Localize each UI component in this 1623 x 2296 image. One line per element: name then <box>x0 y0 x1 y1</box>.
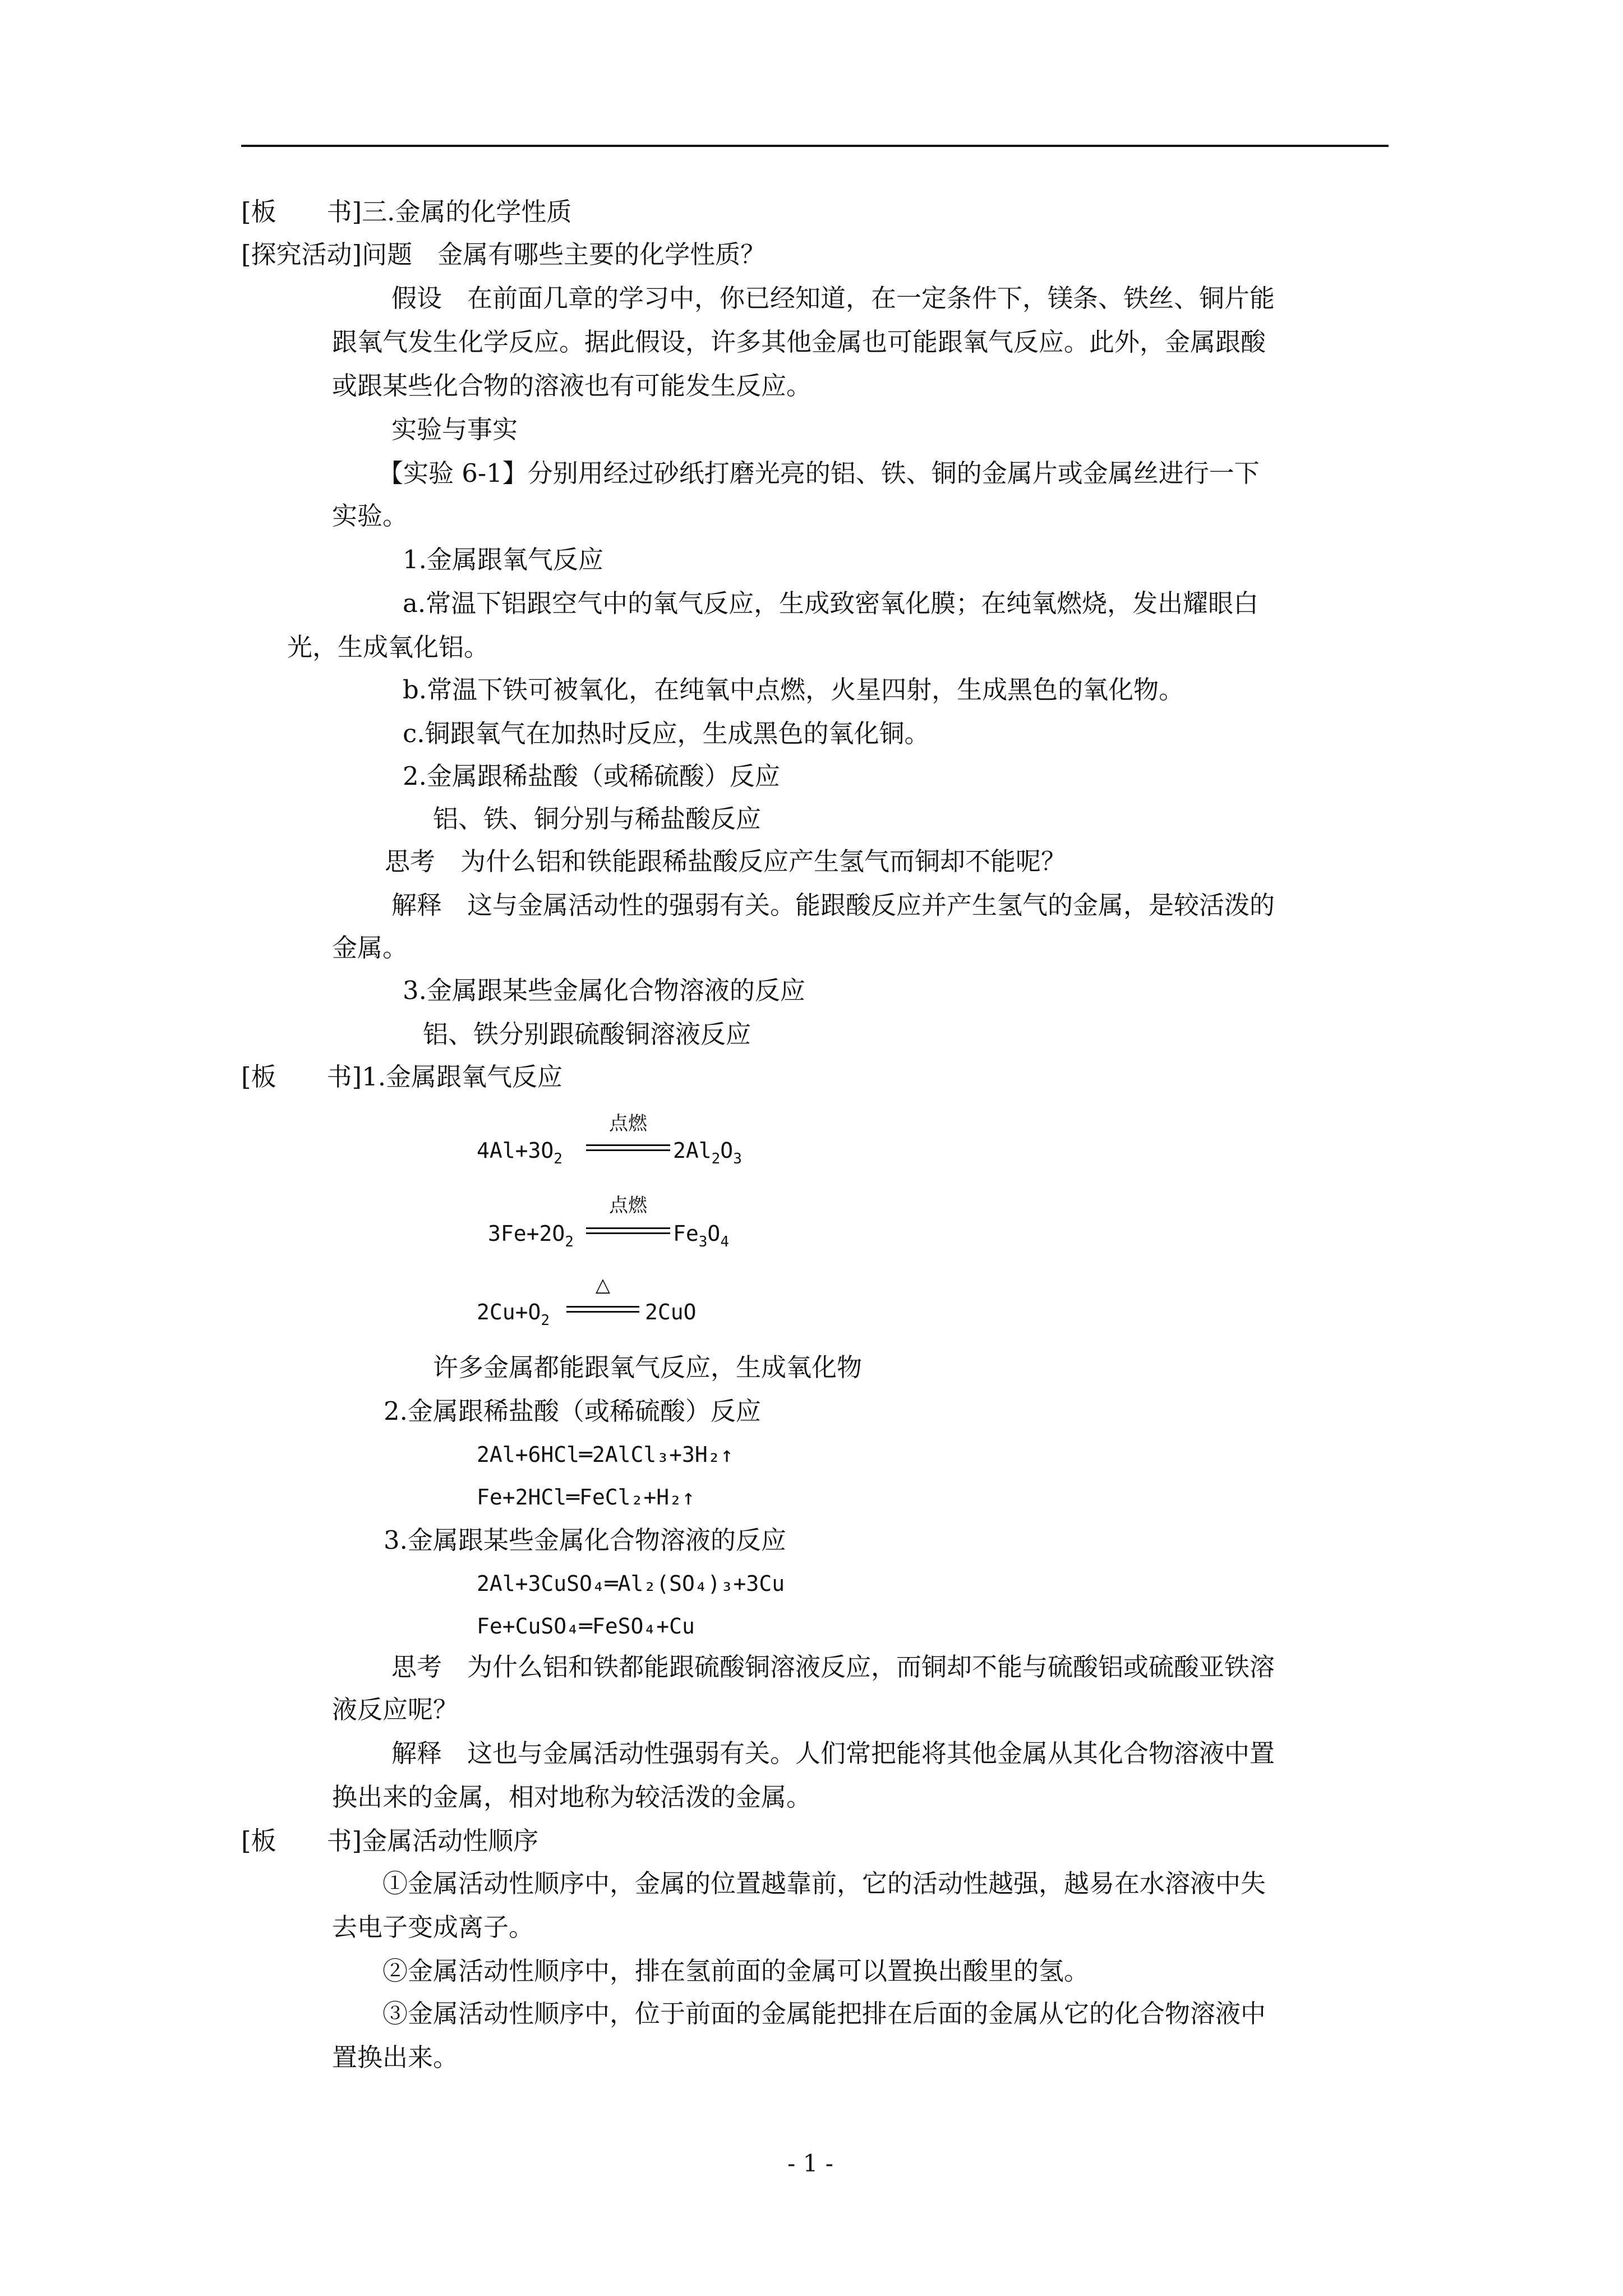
item-metal-salt-detail: 铝、铁分别跟硫酸铜溶液反应 <box>423 1019 751 1049</box>
explain-2-line-1: 解释 这也与金属活动性强弱有关。人们常把能将其他金属从其化合物溶液中置 <box>391 1738 1275 1768</box>
rule-1-line-1: ①金属活动性顺序中，金属的位置越靠前，它的活动性越强，越易在水溶液中失 <box>382 1869 1266 1898</box>
board-metal-salt: 3.金属跟某些金属化合物溶液的反应 <box>384 1525 786 1555</box>
summary-oxides: 许多金属都能跟氧气反应，生成氧化物 <box>433 1352 863 1382</box>
equation-al-oxygen-left: $4Al+3O_2$ <box>477 1138 562 1167</box>
board-activity-series: [板 书]金属活动性顺序 <box>241 1826 539 1856</box>
rule-3-line-2: 置换出来。 <box>332 2042 459 2072</box>
explain-2-line-2: 换出来的金属，相对地称为较活泼的金属。 <box>332 1782 812 1812</box>
condition-ignite-1: 点燃 <box>609 1112 647 1135</box>
experiment-6-1-line-1: 【实验 6-1】分别用经过砂纸打磨光亮的铝、铁、铜的金属片或金属丝进行一下 <box>378 458 1260 488</box>
board-heading-oxygen: [板 书]1.金属跟氧气反应 <box>241 1062 563 1092</box>
item-b: b.常温下铁可被氧化，在纯氧中点燃，火星四射，生成黑色的氧化物。 <box>403 675 1184 705</box>
think-2-line-1: 思考 为什么铝和铁都能跟硫酸铜溶液反应，而铜却不能与硫酸铝或硫酸亚铁溶 <box>391 1652 1275 1682</box>
explain-1-line-1: 解释 这与金属活动性的强弱有关。能跟酸反应并产生氢气的金属，是较活泼的 <box>391 890 1275 920</box>
inquiry-question: [探究活动]问题 金属有哪些主要的化学性质？ <box>241 240 766 269</box>
item-metal-acid-detail: 铝、铁、铜分别与稀盐酸反应 <box>433 804 762 834</box>
equation-fe-oxygen-right: $Fe_3O_4$ <box>673 1221 729 1250</box>
think-2-line-2: 液反应呢？ <box>332 1695 459 1724</box>
item-metal-oxygen: 1.金属跟氧气反应 <box>403 545 603 574</box>
equation-cu-oxygen-right: 2CuO <box>645 1300 697 1324</box>
equation-al-hcl: 2Al+6HCl═2AlCl₃+3H₂↑ <box>477 1442 734 1467</box>
hypothesis-line-3: 或跟某些化合物的溶液也有可能发生反应。 <box>332 371 812 401</box>
rule-1-line-2: 去电子变成离子。 <box>332 1912 534 1942</box>
board-heading-chemical-properties: [板 书]三.金属的化学性质 <box>241 197 572 227</box>
heat-triangle: △ <box>595 1274 611 1296</box>
board-metal-acid: 2.金属跟稀盐酸（或稀硫酸）反应 <box>384 1396 761 1426</box>
equals-sign-2 <box>586 1227 670 1234</box>
equals-sign-3 <box>566 1306 639 1313</box>
item-a-line-1: a.常温下铝跟空气中的氧气反应，生成致密氧化膜；在纯氧燃烧，发出耀眼白 <box>403 588 1259 618</box>
item-metal-acid: 2.金属跟稀盐酸（或稀硫酸）反应 <box>403 761 780 791</box>
equation-fe-hcl: Fe+2HCl═FeCl₂+H₂↑ <box>477 1485 695 1510</box>
equation-fe-oxygen-left: $3Fe+2O_2$ <box>488 1221 574 1250</box>
equals-sign-1 <box>586 1144 670 1151</box>
condition-ignite-2: 点燃 <box>609 1194 647 1217</box>
equation-al-oxygen-right: $2Al_2O_3$ <box>673 1138 742 1167</box>
header-rule <box>241 145 1389 147</box>
item-c: c.铜跟氧气在加热时反应，生成黑色的氧化铜。 <box>403 719 930 748</box>
think-1: 思考 为什么铝和铁能跟稀盐酸反应产生氢气而铜却不能呢？ <box>385 846 1067 876</box>
equation-al-cuso4: 2Al+3CuSO₄═Al₂(SO₄)₃+3Cu <box>477 1571 785 1596</box>
explain-1-line-2: 金属。 <box>332 933 408 963</box>
page-number: - 1 - <box>787 2150 833 2177</box>
item-a-line-2: 光，生成氧化铝。 <box>287 632 490 662</box>
hypothesis-line-1: 假设 在前面几章的学习中，你已经知道，在一定条件下，镁条、铁丝、铜片能 <box>391 283 1275 313</box>
rule-2: ②金属活动性顺序中，排在氢前面的金属可以置换出酸里的氢。 <box>382 1956 1090 1986</box>
hypothesis-line-2: 跟氧气发生化学反应。据此假设，许多其他金属也可能跟氧气反应。此外，金属跟酸 <box>332 327 1266 357</box>
equation-cu-oxygen-left: $2Cu+O_2$ <box>477 1300 550 1329</box>
rule-3-line-1: ③金属活动性顺序中，位于前面的金属能把排在后面的金属从它的化合物溶液中 <box>382 1999 1266 2028</box>
item-metal-salt: 3.金属跟某些金属化合物溶液的反应 <box>403 976 805 1005</box>
equation-fe-cuso4: Fe+CuSO₄═FeSO₄+Cu <box>477 1614 695 1639</box>
experiment-6-1-line-2: 实验。 <box>332 501 408 531</box>
experiment-heading: 实验与事实 <box>391 415 518 444</box>
